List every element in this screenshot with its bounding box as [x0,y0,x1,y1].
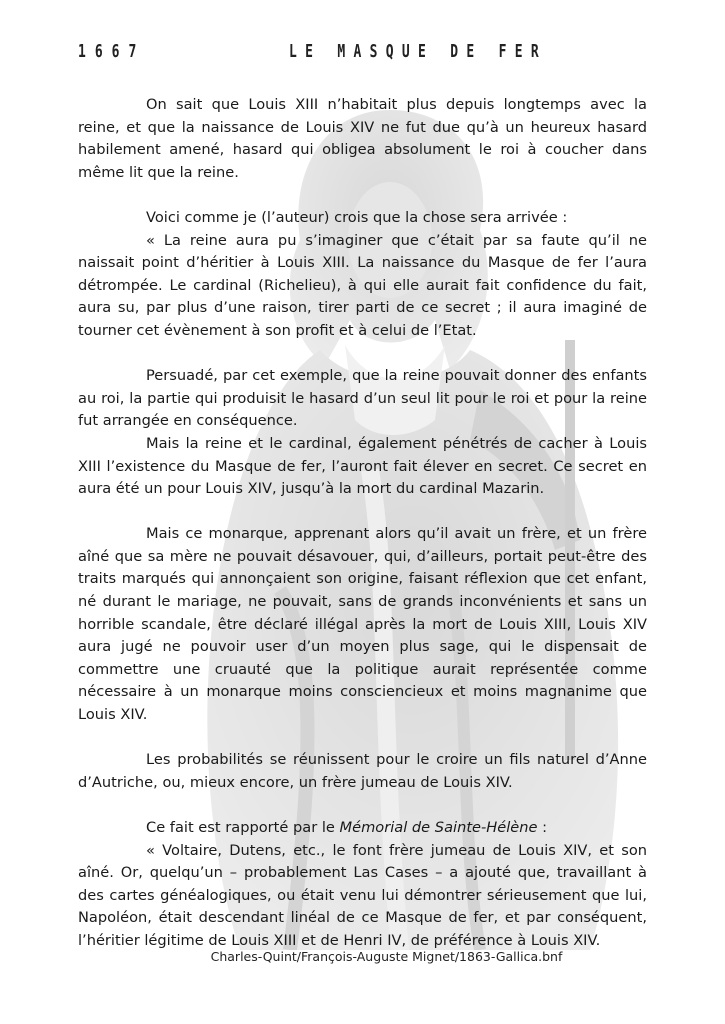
paragraph-7: Les probabilités se réunissent pour le croire un fils naturel d’Anne d’Autriche, ou, mieux encore, un frère jumeau de Louis XIV. [78,751,647,791]
header-title: LE MASQUE DE FER [289,42,548,63]
page-header [78,42,648,64]
paragraph-8 [78,817,647,840]
paragraph-6: Mais ce monarque, apprenant alors qu’il avait un frère, et un frère aîné que sa mère ne pouvait désavouer, qui, d’ailleurs, portait peut-être des traits marqués qui annonçaient son origine, faisant réflexion que cet enfant, né durant le mariage, ne pouvait, sans de grands inconvénients et sans un horrible scandale, être déclaré illégal après la mort de Louis XIII, Louis XIV aura jugé ne pouvoir user d’un moyen plus sage, qui le dispensait de commettre une cruauté que la politique aurait représentée comme nécessaire à un monarque moins consciencieux et moins magnanime que Louis XIV. [78,525,647,724]
source-footer: Charles-Quint/François-Auguste Mignet/1863-Gallica.bnf [210,949,563,964]
paragraph-3: « La reine aura pu s’imaginer que c’était par sa faute qu’il ne naissait point d’héritier à Louis XIII. La naissance du Masque de fer l’aura détrompée. Le cardinal (Richelieu), à qui elle aurait fait confidence du fait, aura su, par plus d’une raison, tirer parti de ce secret ; il aura imaginé de tourner cet évènement à son profit et à celui de l’Etat. [78,231,647,339]
memorial-title: Mémorial de Sainte-Hélène [339,819,538,836]
paragraph-9: « Voltaire, Dutens, etc., le font frère jumeau de Louis XIV, et son aîné. Or, quelqu’un – probablement Las Cases – a ajouté que, travaillant à des cartes généalogiques, ou était venu lui démontrer sérieusement que lui, Napoléon, était descendant linéal de ce Masque de fer, et par conséquent, l’héritier légitime de Louis XIII et de Henri IV, de préférence à Louis XIV. [78,841,647,949]
body-text [78,94,647,953]
paragraph-1: On sait que Louis XIII n’habitait plus depuis longtemps avec la reine, et que la naissance de Louis XIV ne fut due qu’à un heureux hasard habilement amené, hasard qui obligea absolument le roi à coucher dans même lit que la reine. [78,96,647,181]
paragraph-5: Mais la reine et le cardinal, également pénétrés de cacher à Louis XIII l’existence du Masque de fer, l’auront fait élever en secret. Ce secret en aura été un pour Louis XIV, jusqu’à la mort du cardinal Mazarin. [78,434,647,498]
header-year: 1667 [78,42,146,63]
paragraph-8-after: : [537,819,548,836]
paragraph-8-before: Ce fait est rapporté par le [146,819,340,836]
paragraph-2: Voici comme je (l’auteur) crois que la chose sera arrivée : [146,208,568,226]
paragraph-4: Persuadé, par cet exemple, que la reine pouvait donner des enfants au roi, la partie qui produisit le hasard d’un seul lit pour le roi et pour la reine fut arrangée en conséquence. [78,367,647,430]
